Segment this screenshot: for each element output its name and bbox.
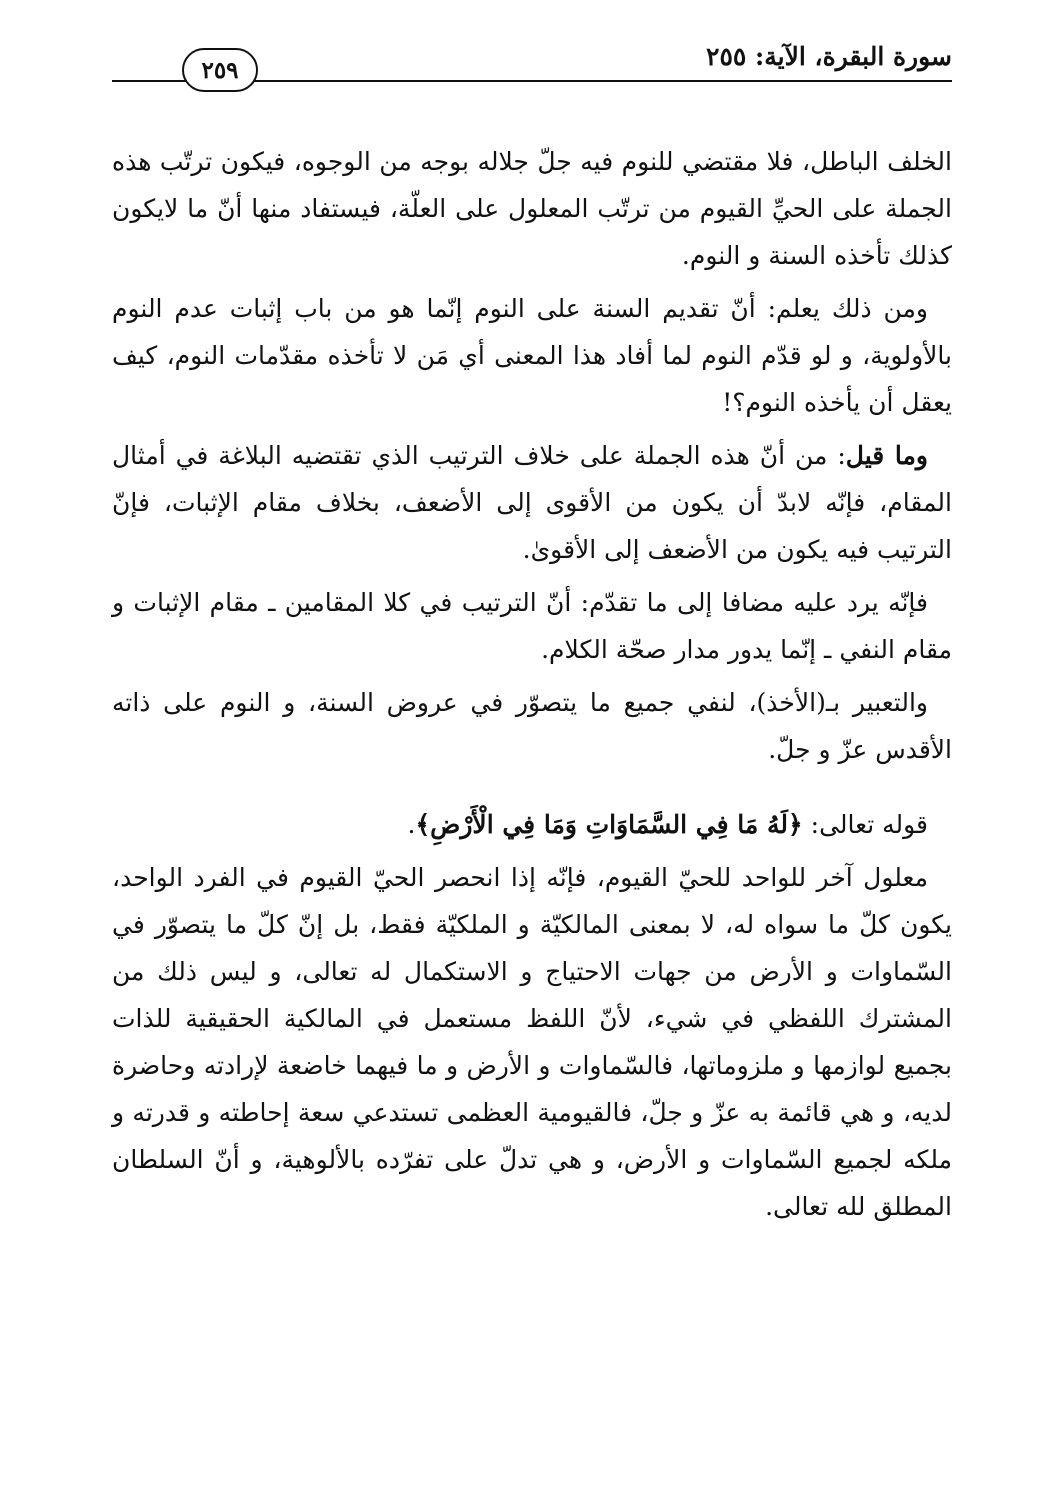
quran-verse: ﴿لَهُ مَا فِي السَّمَاوَاتِ وَمَا فِي الْأَرْضِ﴾: [415, 810, 803, 839]
paragraph-7: معلول آخر للواحد للحيّ القيوم، فإنّه إذا انحصر الحيّ القيوم في الفرد الواحد، يكون كلّ ما سواه له، لا بمعنى المالكيّة و الملكيّة فقط، بل إنّ كلّ ما يتصوّر في السّماوات و الأرض من جهات الاحتياج و الاستكمال له تعالى، و ليس ذلك من المشترك اللفظي في شيء، لأنّ اللفظ مستعمل في المالكية الحقيقية للذات بجميع لوازمها و ملزوماتها، فالسّماوات و الأرض و ما فيهما خاضعة لإرادته وحاضرة لديه، و هي قائمة به عزّ و جلّ، فالقيومية العظمى تستدعي سعة إحاطته و قدرته و ملكه لجميع السّماوات و الأرض، و هي تدلّ على تفرّده بالألوهية، و أنّ السلطان المطلق لله تعالى.: [112, 863, 952, 1221]
page-number-badge: [182, 48, 258, 92]
paragraph-5: والتعبير بـ(الأخذ)، لنفي جميع ما يتصوّر في عروض السنة، و النوم على ذاته الأقدس عزّ و جلّ.: [112, 688, 952, 764]
paragraph-3: [112, 432, 952, 573]
paragraph-3-text: : من أنّ هذه الجملة على خلاف الترتيب الذي تقتضيه البلاغة في أمثال المقام، فإنّه لابدّ أن يكون من الأقوى إلى الأضعف، بخلاف مقام الإثبات، فإنّ الترتيب فيه يكون من الأضعف إلى الأقوىٰ.: [112, 441, 952, 564]
verse-end: .: [407, 810, 416, 839]
page-body: [112, 138, 952, 1236]
running-header-title: سورة البقرة، الآية: ٢٥٥: [706, 42, 952, 71]
page-number: ٢٥٩: [201, 56, 239, 84]
paragraph-4: فإنّه يرد عليه مضافا إلى ما تقدّم: أنّ الترتيب في كلا المقامين ـ مقام الإثبات و مقام النفي ـ إنّما يدور مدار صحّة الكلام.: [112, 588, 952, 664]
paragraph-1: الخلف الباطل، فلا مقتضي للنوم فيه جلّ جلاله بوجه من الوجوه، فيكون ترتّب هذه الجملة على الحيِّ القيوم من ترتّب المعلول على العلّة، فيستفاد منها أنّ ما لايكون كذلك تأخذه السنة و النوم.: [112, 147, 952, 270]
paragraph-lead: وما قيل: [845, 441, 928, 470]
verse-intro: قوله تعالى:: [810, 810, 928, 839]
paragraph-2: ومن ذلك يعلم: أنّ تقديم السنة على النوم إنّما هو من باب إثبات عدم النوم بالأولوية، و لو قدّم النوم لما أفاد هذا المعنى أي مَن لا تأخذه مقدّمات النوم، كيف يعقل أن يأخذه النوم؟!: [112, 294, 952, 417]
verse-paragraph: [112, 801, 952, 848]
page-header: [112, 42, 952, 84]
